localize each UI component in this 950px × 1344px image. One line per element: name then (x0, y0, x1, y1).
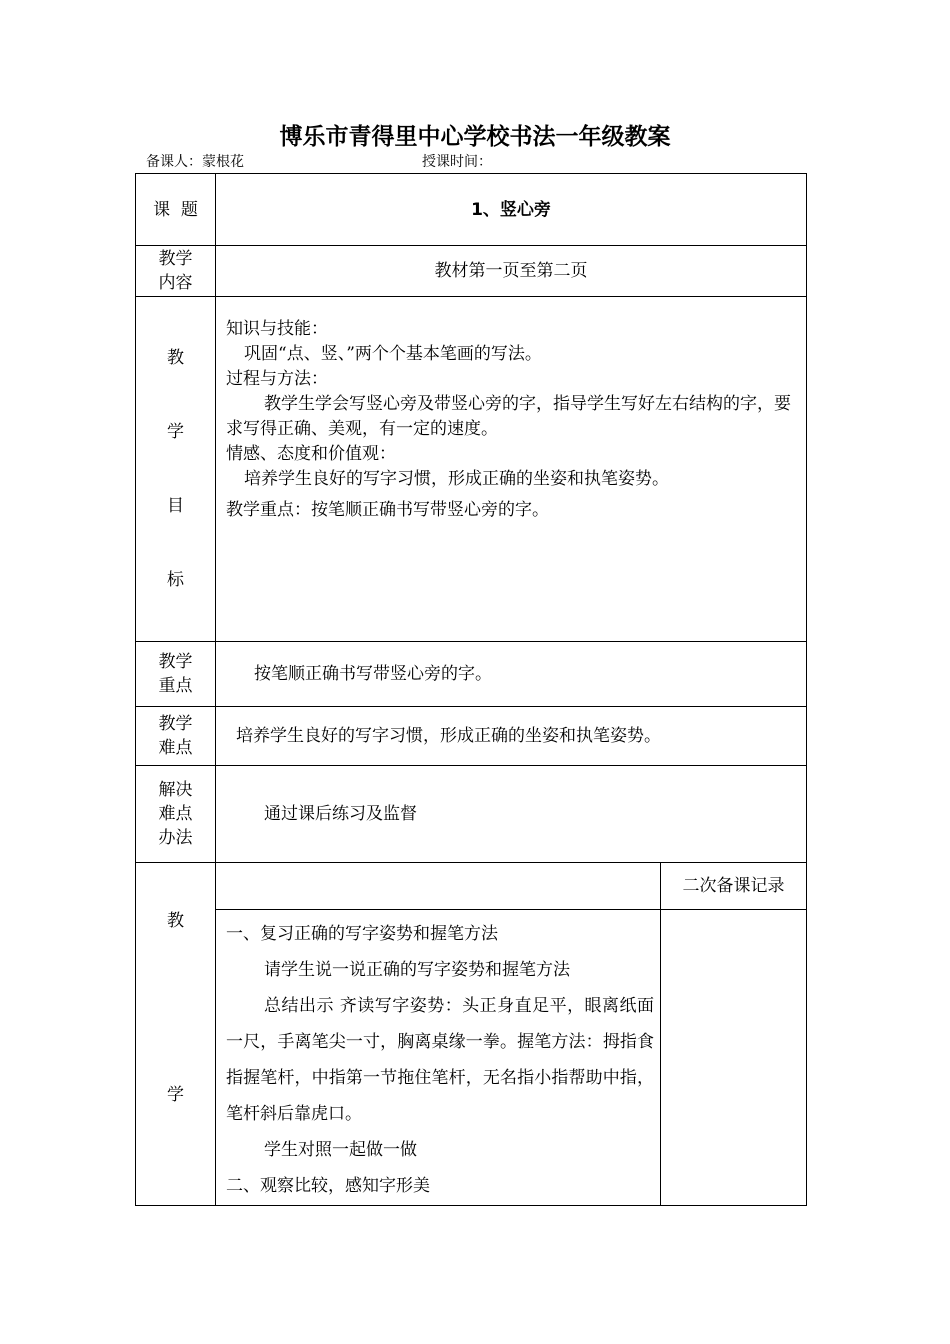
topic-value: 1、竖心旁 (216, 174, 807, 246)
objective-line: 过程与方法： (226, 369, 328, 389)
process-header-blank (216, 863, 661, 910)
process-body-row (136, 910, 807, 1206)
objectives-content (216, 297, 807, 642)
process-line: 二、观察比较，感知字形美 (226, 1176, 430, 1196)
solution-label-line-1: 解决 (158, 780, 193, 800)
objective-line: 知识与技能： (226, 319, 328, 339)
process-label-char-2: 学 (167, 1085, 184, 1105)
objective-line: 巩固“点、竖、”两个个基本笔画的写法。 (244, 344, 542, 364)
solution-label-line-2: 难点 (158, 804, 193, 824)
objectives-label-char-4: 标 (167, 570, 184, 590)
objectives-row (136, 297, 807, 642)
document-title: 博乐市青得里中心学校书法一年级教案 (279, 124, 671, 150)
process-label-char-1: 教 (167, 911, 184, 931)
solution-label-line-3: 办法 (158, 828, 193, 848)
content-row (136, 246, 807, 297)
difficulties-value: 培养学生良好的写字习惯，形成正确的坐姿和执笔姿势。 (216, 707, 807, 766)
solution-value: 通过课后练习及监督 (216, 766, 807, 863)
content-label-line-1: 教学 (158, 249, 193, 269)
key-points-row (136, 642, 807, 707)
objectives-label-char-2: 学 (167, 422, 184, 442)
key-points-value: 按笔顺正确书写带竖心旁的字。 (216, 642, 807, 707)
difficulties-label (136, 707, 216, 766)
solution-row (136, 766, 807, 863)
objective-line: 培养学生良好的写字习惯，形成正确的坐姿和执笔姿势。 (244, 469, 669, 489)
topic-row (136, 174, 807, 246)
lesson-plan-table (135, 173, 807, 1206)
objective-line: 教学重点：按笔顺正确书写带竖心旁的字。 (226, 500, 549, 520)
objectives-label (136, 297, 216, 642)
secondary-record-header: 二次备课记录 (661, 863, 807, 910)
difficulties-label-line-1: 教学 (158, 714, 193, 734)
class-time-label: 授课时间： (422, 154, 492, 170)
process-content (216, 910, 661, 1206)
difficulties-label-line-2: 难点 (158, 738, 193, 758)
objectives-label-char-1: 教 (167, 348, 184, 368)
process-line: 请学生说一说正确的写字姿势和握笔方法 (264, 960, 570, 980)
header-meta (146, 152, 806, 172)
topic-label (136, 174, 216, 246)
content-label-line-2: 内容 (158, 273, 193, 293)
topic-label-text: 课 题 (153, 199, 198, 220)
secondary-record-content (661, 910, 807, 1206)
objective-line: 情感、态度和价值观： (226, 444, 396, 464)
process-line: 一、复习正确的写字姿势和握笔方法 (226, 924, 498, 944)
objectives-label-char-3: 目 (167, 496, 184, 516)
process-label (136, 863, 216, 1206)
solution-label (136, 766, 216, 863)
key-points-label (136, 642, 216, 707)
content-label (136, 246, 216, 297)
process-line: 总结出示 齐读写字姿势：头正身直足平，眼离纸面一尺，手离笔尖一寸，胸离桌缘一拳。握笔方法：拇指食指握笔杆，中指第一节拖住笔杆，无名指小指帮助中指，笔杆斜后靠虎口。 (226, 996, 654, 1124)
process-line: 学生对照一起做一做 (264, 1140, 417, 1160)
objective-line: 教学生学会写竖心旁及带竖心旁的字，指导学生写好左右结构的字，要求写得正确、美观，有一定的速度。 (226, 394, 791, 439)
content-value: 教材第一页至第二页 (216, 246, 807, 297)
process-header-row (136, 863, 807, 910)
preparer-label: 备课人：蒙根花 (146, 154, 244, 170)
difficulties-row (136, 707, 807, 766)
key-points-label-line-2: 重点 (158, 676, 193, 696)
key-points-label-line-1: 教学 (158, 652, 193, 672)
